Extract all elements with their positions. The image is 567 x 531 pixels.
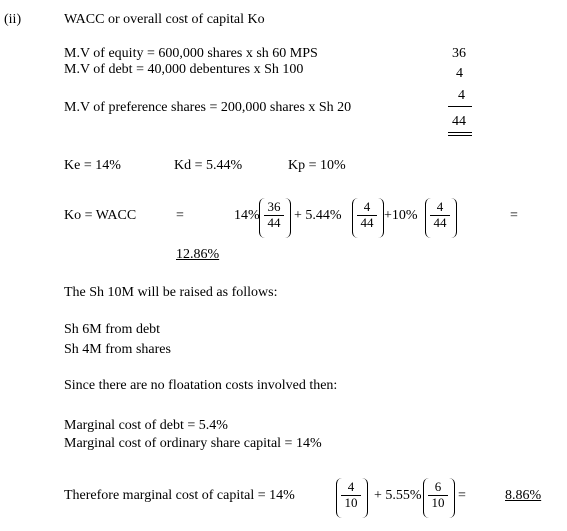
final-term2-fraction [427,480,449,511]
wacc-label: Ko = WACC [64,208,137,223]
final-term2-denominator: 10 [431,495,445,510]
sum-rule [448,106,472,107]
wacc-term2-denominator: 44 [360,215,374,230]
kp-rate: Kp = 10% [288,158,346,173]
wacc-equals-end: = [510,208,518,223]
final-term2-rate: + 5.55% [374,488,422,503]
mv-debt-value: 4 [456,66,463,81]
marginal-equity: Marginal cost of ordinary share capital = 14% [64,436,322,451]
wacc-result: 12.86% [176,247,220,262]
final-result: 8.86% [505,488,542,503]
wacc-term2-rate: + 5.44% [294,208,342,223]
kd-rate: Kd = 5.44% [174,158,243,173]
wacc-term2-fraction [356,200,378,231]
mv-preference-value: 4 [458,88,465,103]
wacc-term3-rate: +10% [384,208,418,223]
final-term1-denominator: 10 [344,495,358,510]
wacc-term3-denominator: 44 [433,215,447,230]
wacc-term1-numerator: 36 [267,199,281,214]
wacc-term1-rate: 14% [234,208,260,223]
wacc-term3-fraction [429,200,451,231]
wacc-term1-fraction [263,200,285,231]
final-term1-numerator: 4 [347,479,355,494]
mv-debt-line: M.V of debt = 40,000 debentures x Sh 100 [64,62,304,77]
raising-shares: Sh 4M from shares [64,342,171,357]
wacc-equals: = [176,208,184,223]
final-equals: = [458,488,466,503]
section-title: WACC or overall cost of capital Ko [64,12,265,27]
ke-rate: Ke = 14% [64,158,121,173]
section-number: (ii) [4,12,22,27]
marginal-debt: Marginal cost of debt = 5.4% [64,418,228,433]
raising-debt: Sh 6M from debt [64,322,161,337]
raising-intro: The Sh 10M will be raised as follows: [64,285,278,300]
wacc-term3-numerator: 4 [436,199,444,214]
mv-equity-line: M.V of equity = 600,000 shares x sh 60 MPS [64,46,318,61]
final-label: Therefore marginal cost of capital = 14% [64,488,295,503]
final-term1-fraction [340,480,362,511]
final-term2-numerator: 6 [434,479,442,494]
mv-equity-value: 36 [452,46,466,61]
total-double-rule-top [448,132,472,133]
total-double-rule-bottom [448,135,472,136]
floatation-note: Since there are no floatation costs involved then: [64,378,338,393]
wacc-term2-numerator: 4 [363,199,371,214]
mv-preference-line: M.V of preference shares = 200,000 shares x Sh 20 [64,100,352,115]
mv-total-value: 44 [452,114,466,129]
wacc-term1-denominator: 44 [267,215,281,230]
